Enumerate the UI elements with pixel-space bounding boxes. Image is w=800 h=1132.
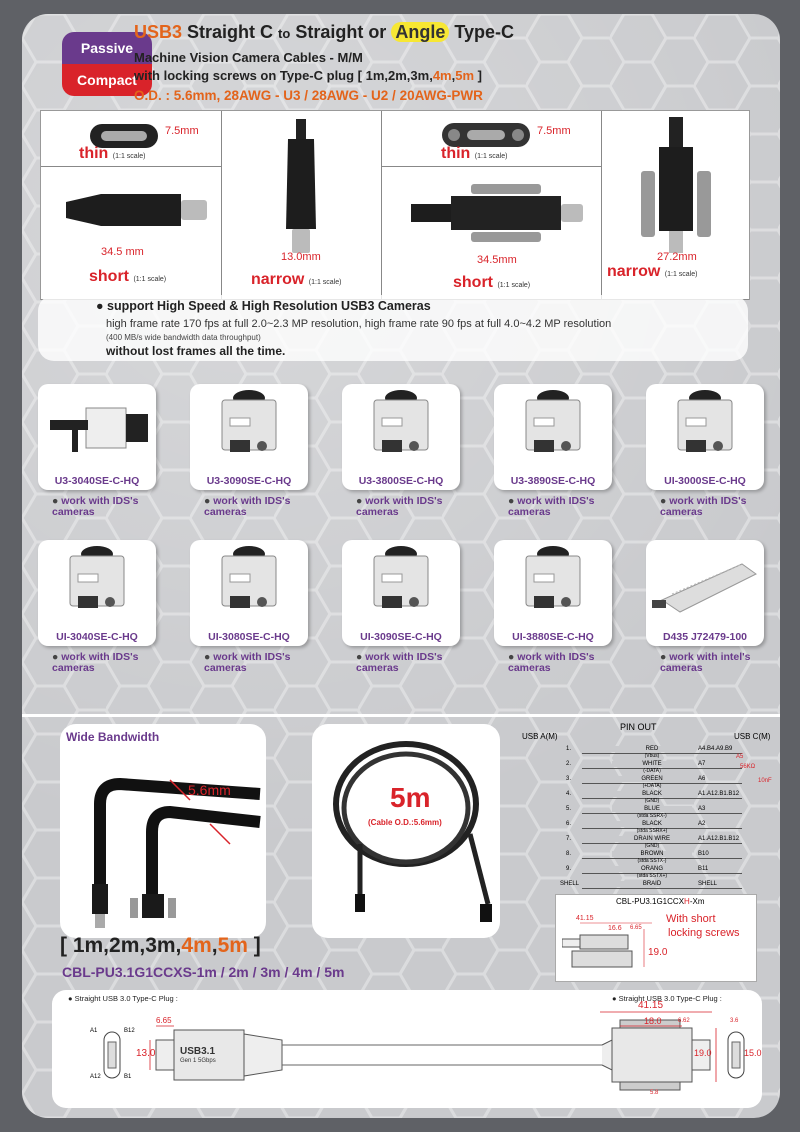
dim-narrow-2: 27.2mm [657, 251, 697, 263]
compatibility-note: ● work with IDS's cameras [660, 495, 747, 518]
compatibility-note: ● work with IDS's cameras [508, 495, 595, 518]
dim-short-1: 34.5 mm [101, 246, 144, 258]
compatibility-note: ● work with intel's cameras [660, 651, 751, 674]
pin-c-side: A3 [698, 806, 706, 812]
pinout-title: PIN OUT [620, 722, 657, 732]
pin-signal-sub: (stda SSRX+) [636, 828, 668, 834]
pin-c-side: A1.A12.B1.B12 [698, 791, 740, 797]
compatibility-note: ● work with IDS's cameras [52, 495, 139, 518]
pin-signal-sub: (stda SSTX+) [636, 873, 668, 879]
camera-image [46, 392, 150, 462]
pin-c-side: A4.B4.A9.B9 [698, 746, 733, 752]
label-narrow-1: narrow (1:1 scale) [251, 271, 342, 288]
compatibility-note: ● work with IDS's cameras [356, 495, 443, 518]
label-short-2: short (1:1 scale) [453, 274, 531, 291]
cell-short-1 [41, 166, 222, 300]
label-short-1: short (1:1 scale) [89, 268, 167, 285]
locking-5m: 5m [455, 68, 475, 83]
dim-36: 3.6 [730, 1018, 739, 1024]
camera-card [494, 384, 612, 490]
pinout-row [522, 821, 780, 836]
angle-dim-665: 6.65 [630, 925, 642, 931]
page-title [134, 22, 514, 43]
pin-number: SHELL [560, 881, 580, 887]
pin-signal-sub: (Vbus) [644, 753, 660, 759]
camera-model-name: D435 J72479-100 [662, 631, 748, 643]
camera-card [38, 540, 156, 646]
camera-card [38, 384, 156, 490]
cell-short-2 [381, 166, 602, 300]
cell-thin-1 [41, 111, 222, 167]
camera-card [342, 384, 460, 490]
work-line-1: work with IDS's [61, 495, 139, 507]
camera-card [646, 540, 764, 646]
compatibility-note: ● work with IDS's cameras [204, 495, 291, 518]
pin-b12: B12 [124, 1028, 135, 1034]
pin-number: 8. [566, 851, 572, 857]
cell-narrow-1 [221, 111, 382, 300]
camera-image [64, 544, 130, 624]
pin-signal: DRAIN WIRE [612, 836, 692, 842]
compact-badge: Compact [62, 64, 152, 96]
pin-number: 2. [566, 761, 572, 767]
narrow-plug-icon [276, 119, 326, 259]
wide-bandwidth-box [60, 724, 266, 938]
pinout-row [522, 776, 780, 791]
camera-image [216, 388, 282, 468]
datasheet-page [22, 14, 780, 1118]
pin-signal: BLACK [612, 821, 692, 827]
locking-end: ] [474, 68, 482, 83]
camera-image [652, 550, 760, 620]
pin-signal-sub: (stda SSRX-) [637, 813, 667, 819]
dim-662: 6.62 [678, 1018, 690, 1024]
pin-number: 1. [566, 746, 572, 752]
locking-straight-plug-icon [401, 178, 591, 248]
camera-card [190, 384, 308, 490]
pinout-row [522, 851, 780, 866]
camera-image [368, 388, 434, 468]
subtitle: Machine Vision Camera Cables - M/M [134, 50, 363, 65]
pin-signal: WHITE [612, 761, 692, 767]
pin-signal-sub: (+DATA) [642, 783, 662, 789]
left-drawing-note: ● Straight USB 3.0 Type-C Plug : [68, 994, 178, 1003]
pinout-left-label: USB A(M) [522, 732, 558, 741]
pin-number: 7. [566, 836, 572, 842]
pinout-right-label: USB C(M) [734, 732, 771, 741]
camera-image [672, 388, 738, 468]
pin-c-side: A1.A12.B1.B12 [698, 836, 740, 842]
work-line-1: work with IDS's [213, 495, 291, 507]
dim-18: 18.0 [644, 1016, 662, 1026]
feature-line-3: without lost frames all the time. [106, 344, 286, 358]
camera-image [216, 544, 282, 624]
features-box [38, 295, 748, 361]
pinout-row [522, 866, 780, 881]
usb-label: USB3.1 [180, 1046, 216, 1057]
dim-narrow-1: 13.0mm [281, 251, 321, 263]
camera-card [494, 540, 612, 646]
cable-length: 5m [390, 782, 431, 813]
angle-dim-41: 41.15 [576, 915, 594, 922]
pin-number: 4. [566, 791, 572, 797]
dim-58: 5.8 [650, 1090, 659, 1096]
right-drawing-note: ● Straight USB 3.0 Type-C Plug : [612, 994, 722, 1003]
camera-card [342, 540, 460, 646]
label-narrow-2: narrow (1:1 scale) [607, 263, 698, 280]
dim-4115: 41.15 [638, 1000, 664, 1011]
dim-665: 6.65 [156, 1016, 172, 1025]
compatibility-note: ● work with IDS's cameras [508, 651, 595, 674]
camera-card [190, 540, 308, 646]
part-number: CBL-PU3.1G1CCXS-1m / 2m / 3m / 4m / 5m [62, 964, 345, 980]
title-straight-or: Straight or [290, 22, 392, 42]
cell-thin-2 [381, 111, 602, 167]
pin-signal-sub: (-DATA) [643, 768, 661, 774]
dim-19: 19.0 [694, 1048, 712, 1058]
camera-model-name: U3-3090SE-C-HQ [206, 475, 292, 487]
resistor-value: 56KΩ [740, 764, 756, 770]
pin-signal-sub: (stda SSTX-) [637, 858, 667, 864]
pin-signal: BLACK [612, 791, 692, 797]
work-line-1: work with IDS's [365, 495, 443, 507]
camera-image [368, 544, 434, 624]
pin-number: 3. [566, 776, 572, 782]
dim-15: 15.0 [744, 1048, 762, 1058]
work-line-2: cameras [356, 506, 399, 518]
locking-4m: 4m [432, 68, 452, 83]
work-line-2: cameras [52, 662, 95, 674]
label-thin-2: thin (1:1 scale) [441, 145, 508, 162]
dim-short-2: 34.5mm [477, 254, 517, 266]
dim-thin-2: 7.5mm [537, 125, 571, 137]
feature-line-1: high frame rate 170 fps at full 2.0~2.3 MP resolution, high frame rate 90 fps at full 4.0~4.2 MP resolution [106, 318, 612, 330]
work-line-2: cameras [52, 506, 95, 518]
camera-image [520, 544, 586, 624]
pin-number: 9. [566, 866, 572, 872]
camera-model-name: U3-3890SE-C-HQ [510, 475, 596, 487]
angle-part-number: CBL-PU3.1G1CCXH-Xm [616, 897, 705, 906]
work-line-1: work with IDS's [517, 651, 595, 663]
compatibility-note: ● work with IDS's cameras [356, 651, 443, 674]
pin-c-side: A6 [698, 776, 706, 782]
pin-a12: A12 [90, 1074, 101, 1080]
pinout-diagram [522, 720, 780, 900]
work-line-2: cameras [356, 662, 399, 674]
pin-c-side: SHELL [698, 881, 718, 887]
locking-narrow-plug-icon [631, 117, 721, 257]
pin-number: 6. [566, 821, 572, 827]
camera-model-name: UI-3090SE-C-HQ [360, 631, 442, 643]
work-line-2: cameras [204, 506, 247, 518]
angle-note-1: With short [666, 913, 716, 925]
pin-c-side: B10 [698, 851, 709, 857]
locking-text: with locking screws on Type-C plug [ 1m,2m,3m, [134, 68, 433, 83]
cable-coil-box [312, 724, 500, 938]
cap-value: 10nF [758, 778, 772, 784]
pin-a1: A1 [90, 1028, 98, 1034]
work-line-2: cameras [660, 662, 703, 674]
camera-model-name: U3-3800SE-C-HQ [358, 475, 444, 487]
angle-plug-box [555, 894, 757, 982]
pin-signal: BRAID [612, 881, 692, 887]
camera-model-name: UI-3000SE-C-HQ [664, 475, 746, 487]
angle-note-2: locking screws [668, 927, 740, 939]
cable-cross-section-icon [60, 744, 266, 938]
pin-b1: B1 [124, 1074, 132, 1080]
angle-dim-16: 16.6 [608, 925, 622, 932]
locking-sep: , [451, 68, 456, 83]
work-line-1: work with IDS's [669, 495, 747, 507]
plug-drawing-panel [52, 990, 762, 1108]
straight-plug-icon [61, 184, 211, 239]
work-line-1: work with IDS's [365, 651, 443, 663]
title-type-c: Type-C [449, 22, 515, 42]
pinout-row [522, 836, 780, 851]
length-options: [ 1m,2m,3m,4m,5m ] [60, 934, 261, 957]
dim-thin-1: 7.5mm [165, 125, 199, 137]
pin-signal: ORANG [612, 866, 692, 872]
pin-signal: RED [612, 746, 692, 752]
pinout-row [522, 806, 780, 821]
title-angle: Angle [391, 22, 449, 42]
dim-13: 13.0 [136, 1048, 156, 1059]
work-line-1: work with IDS's [61, 651, 139, 663]
camera-image [520, 388, 586, 468]
cable-od: (Cable O.D.:5.6mm) [368, 818, 442, 827]
pin-c-side: A7 [698, 761, 706, 767]
angle-dim-19: 19.0 [648, 947, 668, 958]
pin-c-side: B11 [698, 866, 709, 872]
pin-signal: BLUE [612, 806, 692, 812]
work-line-2: cameras [660, 506, 703, 518]
usb-sub-label: Gen 1 5Gbps [180, 1058, 216, 1064]
camera-model-name: UI-3040SE-C-HQ [56, 631, 138, 643]
cable-coil-icon [320, 734, 492, 930]
pin-signal: BROWN [612, 851, 692, 857]
cell-narrow-2 [601, 111, 749, 300]
resistor-label: A5 [736, 754, 744, 760]
outer-diameter-spec: O.D. : 5.6mm, 28AWG - U3 / 28AWG - U2 / 20AWG-PWR [134, 88, 483, 103]
plug-size-grid [40, 110, 750, 300]
work-line-1: work with IDS's [517, 495, 595, 507]
feature-heading: ● support High Speed & High Resolution USB3 Cameras [96, 299, 431, 313]
pin-signal: GREEN [612, 776, 692, 782]
title-usb3: USB3 [134, 22, 183, 42]
feature-line-2: (400 MB/s wide bandwidth data throughput) [106, 333, 261, 342]
locking-line [134, 68, 482, 83]
compatibility-note: ● work with IDS's cameras [52, 651, 139, 674]
title-to: to [278, 26, 291, 41]
title-straight-c: Straight C [182, 22, 279, 42]
passive-badge: Passive [62, 32, 152, 64]
compatibility-note: ● work with IDS's cameras [204, 651, 291, 674]
work-line-2: cameras [204, 662, 247, 674]
pin-c-side: A2 [698, 821, 706, 827]
pin-signal-sub: (GND) [644, 798, 660, 804]
work-line-1: work with IDS's [213, 651, 291, 663]
camera-model-name: UI-3080SE-C-HQ [208, 631, 290, 643]
camera-model-name: UI-3880SE-C-HQ [512, 631, 594, 643]
camera-model-name: U3-3040SE-C-HQ [54, 475, 140, 487]
section-divider [22, 714, 780, 717]
work-line-1: work with intel's [669, 651, 751, 663]
label-thin-1: thin (1:1 scale) [79, 145, 146, 162]
pin-number: 5. [566, 806, 572, 812]
pinout-row [522, 791, 780, 806]
work-line-2: cameras [508, 506, 551, 518]
wide-bandwidth-title: Wide Bandwidth [66, 730, 160, 744]
bandwidth-dim: 5.6mm [188, 782, 231, 798]
work-line-2: cameras [508, 662, 551, 674]
pin-signal-sub: (GND) [644, 843, 660, 849]
camera-card [646, 384, 764, 490]
